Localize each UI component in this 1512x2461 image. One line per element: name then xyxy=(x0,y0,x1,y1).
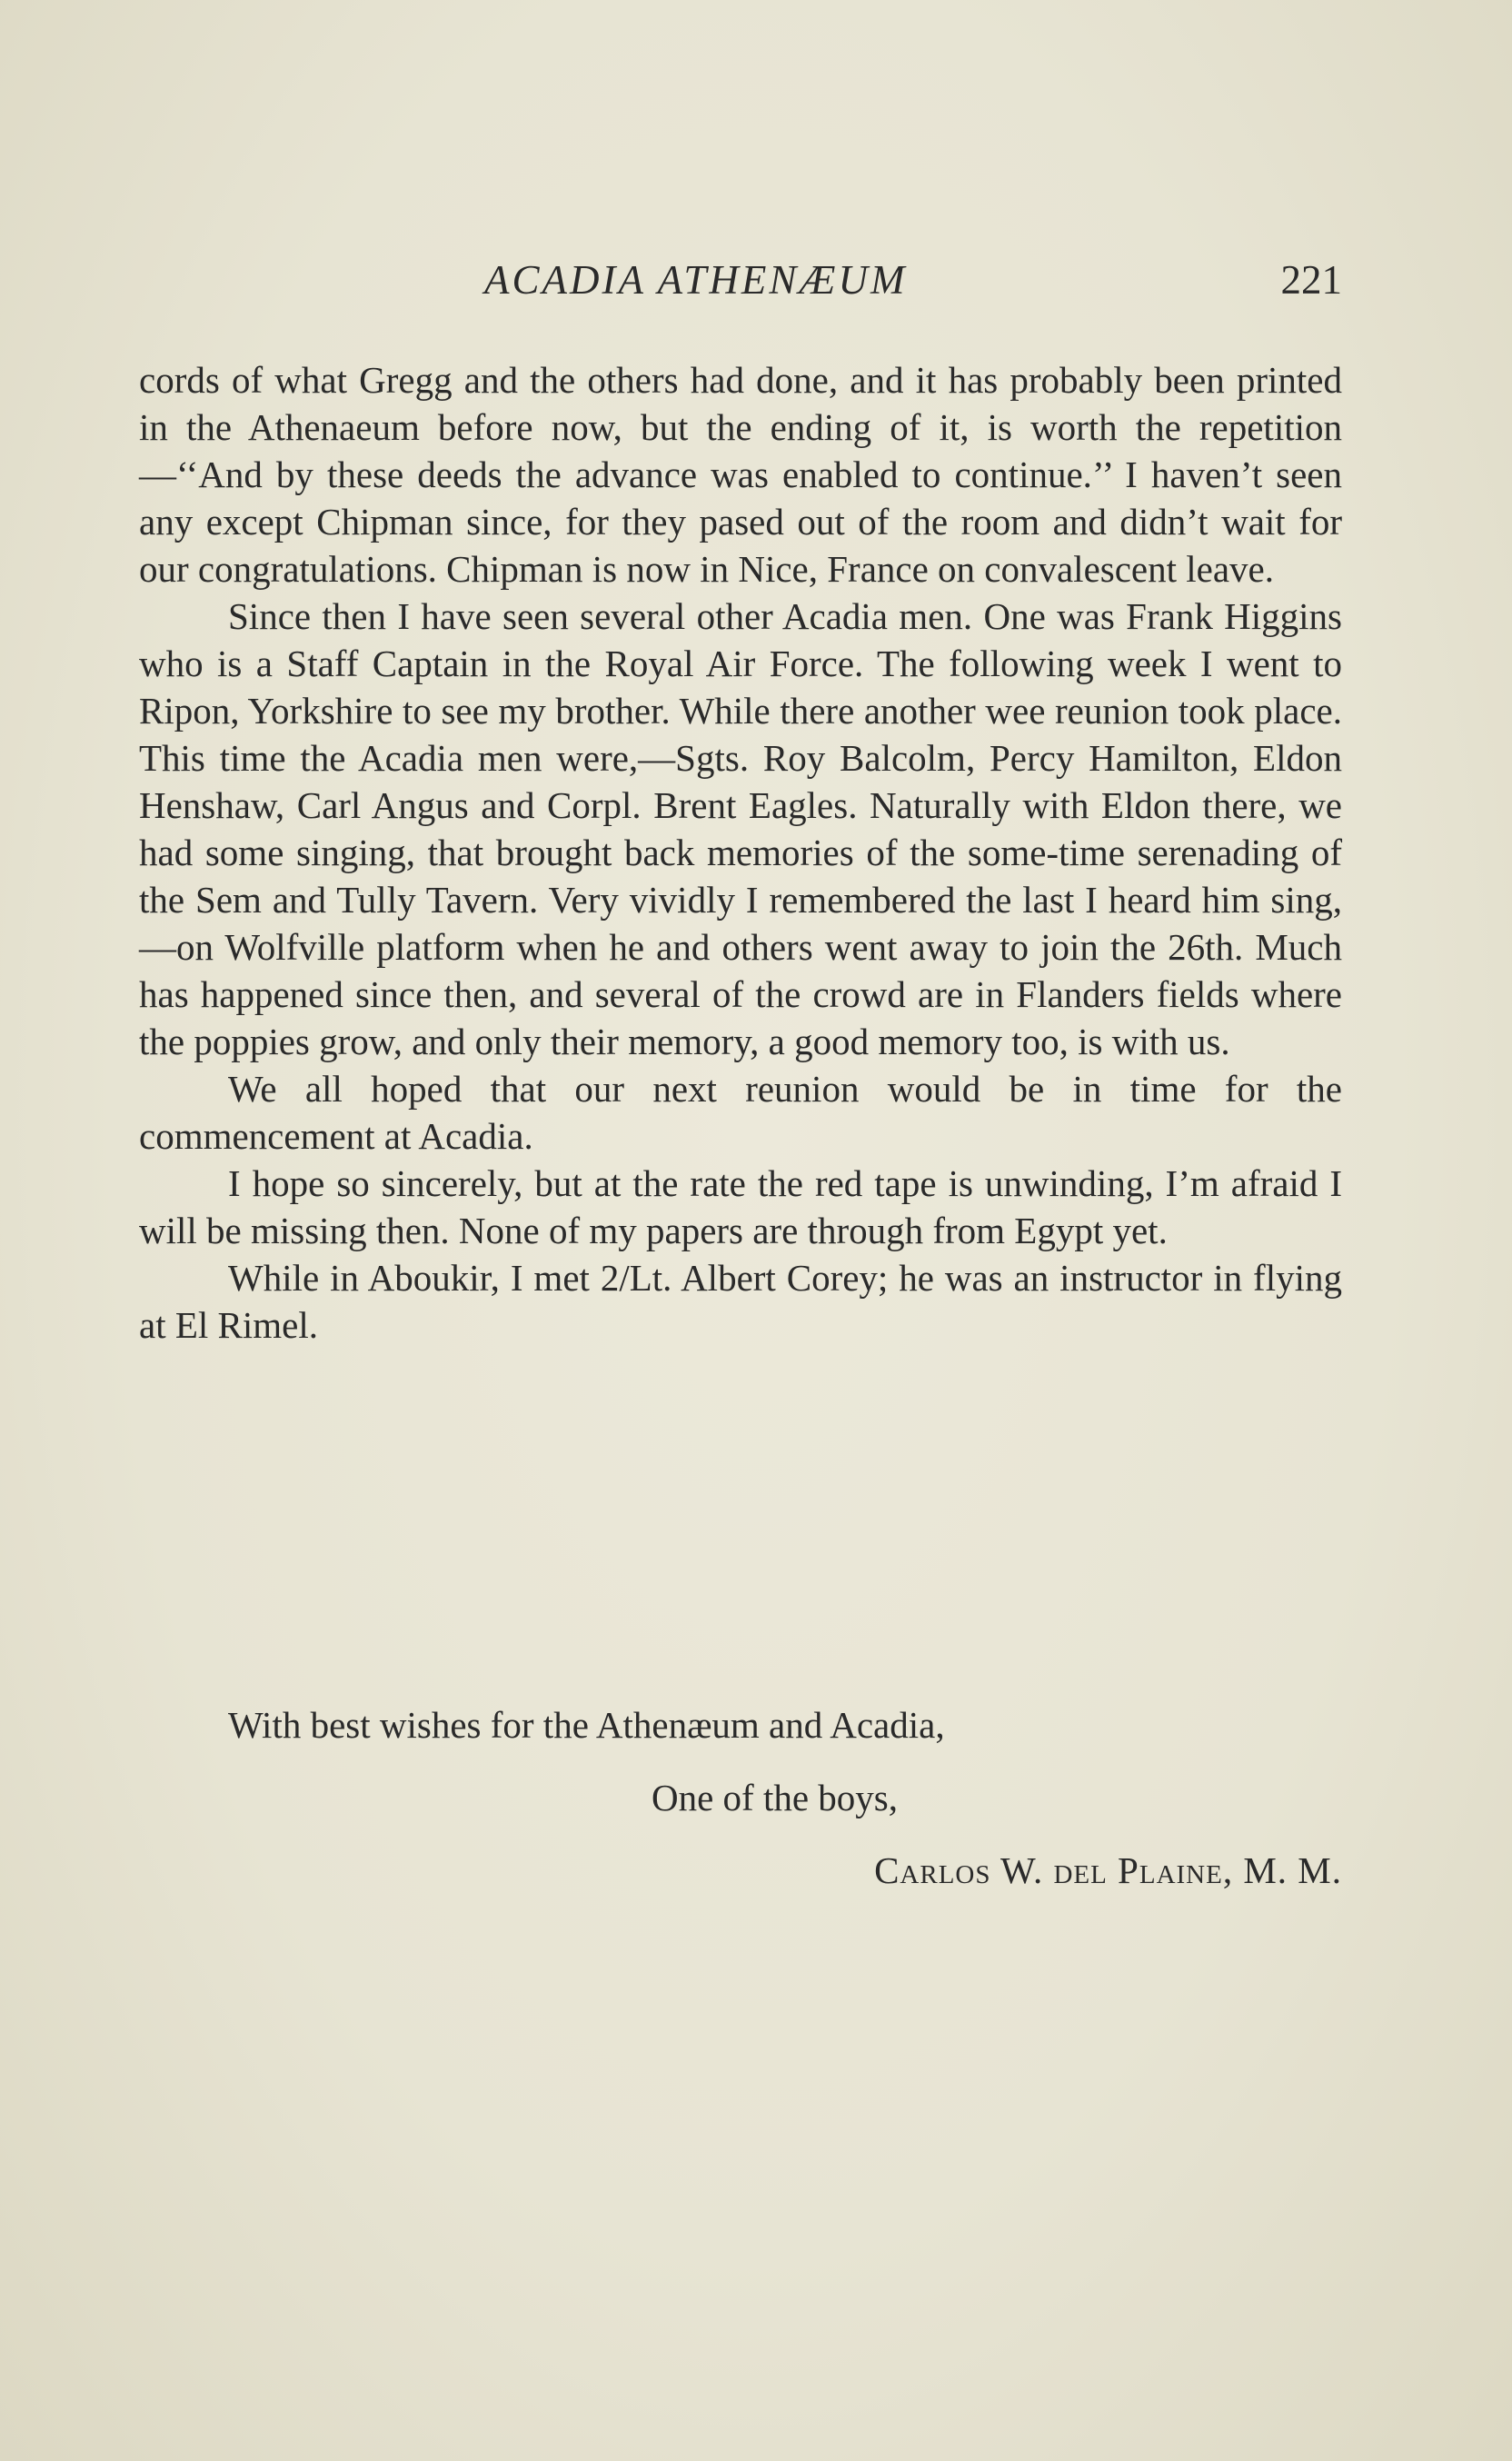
paragraph-4: I hope so sincerely, but at the rate the red tape is unwinding, I’m afraid I will be missing then. None of my papers are through from Egypt yet. xyxy=(139,1162,1342,1251)
running-head xyxy=(139,256,1342,302)
paragraph-2: Since then I have seen several other Acadia men. One was Frank Higgins who is a Staff Captain in the Royal Air Force. The following week I went to Ripon, Yorkshire to see my brother. While there another wee reunion took place. This time the Acadia men were,—Sgts. Roy Balcolm, Percy Hamilton, Eldon Henshaw, Carl Angus and Corpl. Brent Eagles. Naturally with Eldon there, we had some singing, that brought back memories of the some-time serenading of the Sem and Tully Tavern. Very vividly I remembered the last I heard him sing,—on Wolfville platform when he and others went away to join the 26th. Much has happened since then, and several of the crowd are in Flanders fields where the poppies grow, and only their memory, a good memory too, is with us. xyxy=(139,595,1342,1062)
paragraph-3: We all hoped that our next reunion would be in time for the commencement at Acadia. xyxy=(139,1068,1342,1157)
sign-off-line: One of the boys, xyxy=(652,1777,899,1818)
paragraph-5: While in Aboukir, I met 2/Lt. Albert Corey; he was an instructor in flying at El Rimel. xyxy=(139,1257,1342,1346)
article-body xyxy=(139,356,1342,1349)
closing-line: With best wishes for the Athenæum and Acadia, xyxy=(228,1704,945,1746)
page-number: 221 xyxy=(1280,257,1342,303)
paragraph-1: cords of what Gregg and the others had done, and it has probably been printed in the Athenaeum before now, but the ending of it, is worth the repetition—‘‘And by these deeds the advance was enabled to continue.’’ I haven’t seen any except Chipman since, for they pased out of the room and didn’t wait for our congratulations. Chipman is now in Nice, France on convalescent leave. xyxy=(139,359,1342,590)
signature: Carlos W. del Plaine, M. M. xyxy=(874,1849,1342,1891)
running-title: ACADIA ATHENÆUM xyxy=(484,257,908,303)
